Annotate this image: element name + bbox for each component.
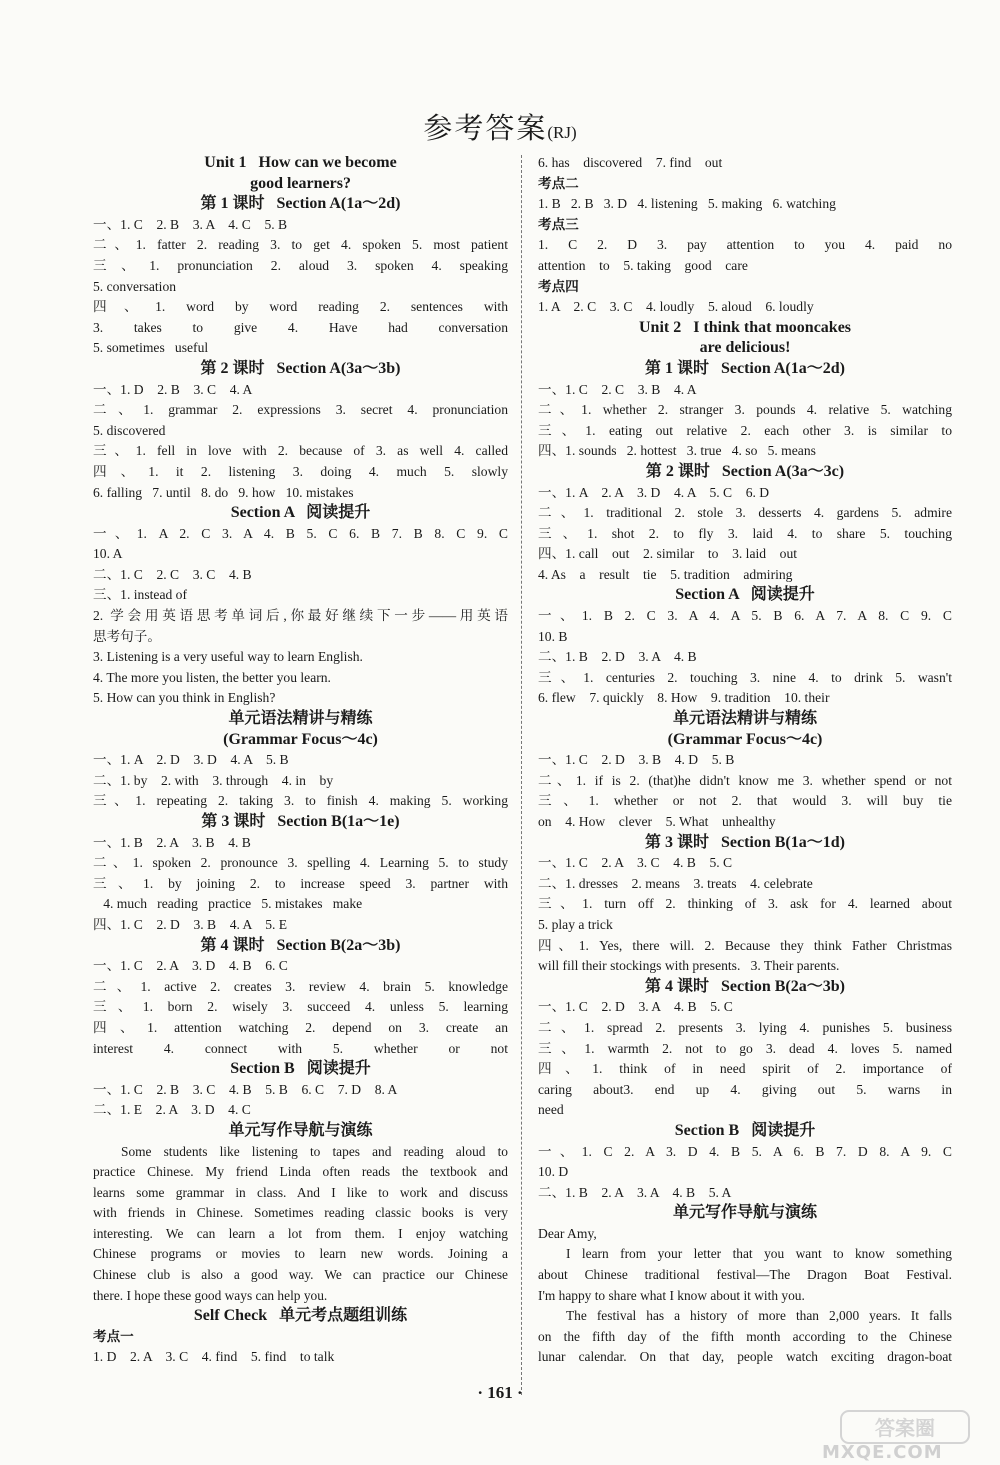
answer-line: 二、1. active 2. creates 3. review 4. brain 5. knowledge [93, 978, 508, 994]
section-heading: Self Check 单元考点题组训练 [193, 1307, 408, 1325]
answer-line: 二、1. whether 2. stranger 3. pounds 4. relative 5. watching [538, 402, 952, 418]
answer-line: 思考句子。 [93, 628, 161, 644]
answer-line: 10. B [538, 628, 568, 644]
answer-line: 5. play a trick [538, 916, 613, 932]
section-heading: 第 1 课时 Section A(1a～2d) [200, 195, 401, 213]
answer-line: 二、1. E 2. A 3. D 4. C [93, 1102, 251, 1118]
section-heading: good learners? [250, 174, 351, 192]
answer-line: 10. D [538, 1164, 569, 1180]
section-heading: 单元语法精讲与精练 [672, 710, 817, 728]
section-heading: 第 3 课时 Section B(1a～1e) [201, 813, 400, 830]
answer-line: 三、1. turn off 2. thinking of 3. ask for 4. learned about [538, 896, 952, 912]
answer-line: 1. D 2. A 3. C 4. find 5. find to talk [93, 1349, 335, 1365]
answer-line: 一、1. A 2. D 3. D 4. A 5. B [93, 752, 289, 768]
answer-line: 5. sometimes useful [93, 340, 209, 356]
watermark-logo-text: 答案圈 [875, 1416, 935, 1440]
section-heading: 第 2 课时 Section A(3a～3b) [200, 359, 401, 377]
answer-line: 2. 学会用英语思考单词后,你最好继续下一步——用英语 [93, 608, 508, 624]
writing-paragraph-line: Some students like listening to tapes and reading aloud to [121, 1143, 508, 1159]
writing-paragraph-line: interesting. We can learn a lot from them. I enjoy watching [93, 1225, 508, 1241]
writing-paragraph-line: Chinese club is also a good way. We can practice our Chinese [93, 1267, 508, 1283]
answer-line: 三、1. instead of [93, 587, 188, 603]
section-heading: Section B 阅读提升 [674, 1121, 816, 1139]
right-column [538, 153, 952, 1368]
answer-line: 5. discovered [93, 422, 166, 438]
section-heading: Section A 阅读提升 [675, 586, 815, 604]
writing-paragraph-line: on the fifth day of the fifth month according to the Chinese [538, 1328, 952, 1344]
answer-line: caring about3. end up 4. giving out 5. warns in [538, 1081, 952, 1097]
answer-line: 三、1. pronunciation 2. aloud 3. spoken 4. speaking [93, 257, 508, 273]
answer-line: 三、1. by joining 2. to increase speed 3. partner with [93, 875, 508, 891]
kaodian-label: 考点一 [93, 1328, 134, 1344]
answer-line: interest 4. connect with 5. whether or not [93, 1040, 508, 1056]
answer-line: will fill their stockings with presents. 3. Their parents. [538, 958, 840, 974]
writing-paragraph-line: practice Chinese. My friend Linda often reads the textbook and [93, 1164, 508, 1180]
section-heading: 第 1 课时 Section A(1a～2d) [644, 359, 845, 377]
answer-line: 3. Listening is a very useful way to learn English. [93, 649, 363, 665]
answer-line: 三、1. repeating 2. taking 3. to finish 4. making 5. working [93, 793, 508, 809]
answer-line: 三、1. warmth 2. not to go 3. dead 4. loves 5. named [538, 1040, 952, 1056]
answer-line: 二、1. grammar 2. expressions 3. secret 4. pronunciation [93, 402, 508, 418]
answer-line: 四、1. word by word reading 2. sentences with [93, 299, 508, 315]
answer-line: 四、1. sounds 2. hottest 3. true 4. so 5. means [538, 443, 816, 459]
answer-line: on 4. How clever 5. What unhealthy [538, 814, 776, 829]
watermark-url: MXQE.COM [822, 1442, 943, 1463]
section-heading: (Grammar Focus～4c) [667, 730, 823, 748]
section-heading: Unit 1 How can we become [204, 154, 397, 171]
kaodian-label: 考点三 [538, 216, 579, 232]
section-heading: are delicious! [699, 339, 791, 357]
answer-line: 一、1. C 2. B 3. A 4. C 5. B [93, 216, 288, 232]
page-title [0, 106, 1000, 147]
section-heading: 第 4 课时 Section B(2a～3b) [200, 936, 401, 954]
answer-line: attention to 5. taking good care [538, 257, 748, 273]
answer-line: 一、1. C 2. A 3. C 4. B 5. C [538, 855, 733, 871]
answer-line: 四、1. C 2. D 3. B 4. A 5. E [93, 916, 288, 932]
answer-line: 一、1. C 2. C 3. B 4. A [538, 381, 697, 397]
answer-line: 一、1. A 2. C 3. A 4. B 5. C 6. B 7. B 8. C 9. C [93, 525, 508, 541]
answer-line: need [538, 1102, 564, 1118]
writing-paragraph-line: I'm happy to share what I know about it with you. [538, 1287, 805, 1303]
answer-line: 一、1. C 2. D 3. A 4. B 5. C [538, 999, 733, 1015]
answer-line: 一、1. C 2. A 3. D 4. B 5. A 6. B 7. D 8. A 9. C [538, 1143, 952, 1159]
section-heading: 第 3 课时 Section B(1a～1d) [644, 833, 845, 851]
answer-line: 二、1. B 2. D 3. A 4. B [538, 649, 697, 665]
writing-paragraph-line: learns some grammar in class. And I like to work and discuss [93, 1184, 508, 1200]
answer-line: 二、1. dresses 2. means 3. treats 4. celebrate [538, 875, 813, 891]
answer-line: 三、1. fell in love with 2. because of 3. as well 4. called [93, 443, 508, 459]
writing-paragraph-line: with friends in Chinese. Sometimes reading classic books is very [93, 1205, 508, 1221]
kaodian-label: 考点二 [538, 175, 579, 191]
answer-line: 四、1. Yes, there will. 2. Because they think Father Christmas [538, 937, 952, 953]
answer-line: 一、1. A 2. A 3. D 4. A 5. C 6. D [538, 484, 770, 500]
answer-line: 二、1. spoken 2. pronounce 3. spelling 4. Learning 5. to study [93, 855, 508, 871]
answer-line: 二、1. C 2. C 3. C 4. B [93, 566, 252, 582]
answer-line: 3. takes to give 4. Have had conversation [93, 319, 508, 335]
answer-line: 四、1. attention watching 2. depend on 3. create an [93, 1019, 508, 1035]
page-number: · 161 · [477, 1383, 523, 1402]
writing-paragraph-line: there. I hope these good ways can help you. [93, 1287, 328, 1303]
answer-line: 5. conversation [93, 278, 177, 294]
left-column [93, 153, 508, 1368]
section-heading: 第 2 课时 Section A(3a～3c) [645, 462, 845, 480]
answer-line: 一、1. C 2. B 3. C 4. B 5. B 6. C 7. D 8. A [93, 1081, 398, 1097]
column-divider [521, 155, 522, 1395]
writing-paragraph-line: about Chinese traditional festival—The Dragon Boat Festival. [538, 1267, 952, 1283]
section-heading: 单元写作导航与演练 [228, 1121, 373, 1139]
answer-line: Dear Amy, [538, 1225, 597, 1241]
answer-line: 1. B 2. B 3. D 4. listening 5. making 6. watching [538, 196, 836, 212]
answer-line: 三、1. shot 2. to fly 3. laid 4. to share 5. touching [538, 525, 952, 541]
watermark-logo [840, 1410, 970, 1444]
section-heading: Section B 阅读提升 [230, 1060, 371, 1078]
answer-line: 1. A 2. C 3. C 4. loudly 5. aloud 6. loudly [538, 299, 814, 315]
section-heading: 单元语法精讲与精练 [228, 710, 373, 728]
answer-line: 四、1. it 2. listening 3. doing 4. much 5. slowly [93, 463, 508, 479]
answer-line: 三、1. eating out relative 2. each other 3. is similar to [538, 422, 952, 438]
writing-paragraph-line: The festival has a history of more than 2,000 years. It falls [566, 1308, 952, 1324]
answer-line: 10. A [93, 546, 123, 562]
answer-line: 一、1. C 2. A 3. D 4. B 6. C [93, 958, 288, 974]
answer-line: 6. falling 7. until 8. do 9. how 10. mistakes [93, 484, 354, 500]
answer-line: 1. C 2. D 3. pay attention to you 4. paid no [538, 237, 952, 253]
writing-paragraph-line: Chinese programs or movies to learn new words. Joining a [93, 1246, 508, 1262]
answer-line: 4. The more you listen, the better you learn. [93, 669, 331, 685]
answer-line: 三、1. centuries 2. touching 3. nine 4. to drink 5. wasn't [538, 669, 952, 685]
answer-line: 二、1. if is 2. (that)he didn't know me 3. whether spend or not [538, 772, 952, 788]
answer-line: 二、1. spread 2. presents 3. lying 4. punishes 5. business [538, 1019, 952, 1035]
answer-line: 一、1. D 2. B 3. C 4. A [93, 381, 253, 397]
answer-line: 5. How can you think in English? [93, 690, 276, 706]
title-suffix: (RJ) [547, 123, 577, 142]
answer-line: 6. flew 7. quickly 8. How 9. tradition 10. their [538, 690, 830, 706]
writing-paragraph-line: lunar calendar. On that day, people watch exciting dragon-boat [538, 1349, 952, 1365]
answer-line: 四、1. think of in need spirit of 2. importance of [538, 1061, 952, 1077]
answer-line: 4. As a result tie 5. tradition admiring [538, 566, 793, 582]
answer-line: 二、1. traditional 2. stole 3. desserts 4. gardens 5. admire [538, 505, 952, 521]
answer-line: 三、1. whether or not 2. that would 3. will buy tie [538, 793, 952, 809]
answer-line: 四、1. call out 2. similar to 3. laid out [538, 546, 798, 562]
watermark [822, 1412, 990, 1462]
answer-line: 二、1. fatter 2. reading 3. to get 4. spoken 5. most patient [93, 237, 508, 253]
section-heading: 第 4 课时 Section B(2a～3b) [644, 977, 845, 995]
kaodian-label: 考点四 [538, 278, 579, 294]
answer-line: 二、1. B 2. A 3. A 4. B 5. A [538, 1184, 732, 1200]
answer-line: 二、1. by 2. with 3. through 4. in by [93, 772, 334, 788]
answer-line: 4. much reading practice 5. mistakes make [93, 896, 363, 912]
answer-line: 一、1. B 2. A 3. B 4. B [93, 834, 251, 850]
answer-line: 一、1. B 2. C 3. A 4. A 5. B 6. A 7. A 8. C 9. C [538, 608, 952, 624]
section-heading: Section A 阅读提升 [230, 504, 371, 522]
writing-paragraph-line: I learn from your letter that you want to know something [566, 1246, 952, 1262]
section-heading: 单元写作导航与演练 [672, 1204, 817, 1222]
section-heading: (Grammar Focus～4c) [223, 730, 378, 748]
answer-line: 一、1. C 2. D 3. B 4. D 5. B [538, 752, 735, 768]
section-heading: Unit 2 I think that mooncakes [638, 318, 852, 336]
answer-line: 三、1. born 2. wisely 3. succeed 4. unless 5. learning [93, 999, 508, 1015]
title-text: 参考答案 [423, 111, 548, 145]
answer-line: 6. has discovered 7. find out [538, 155, 723, 170]
